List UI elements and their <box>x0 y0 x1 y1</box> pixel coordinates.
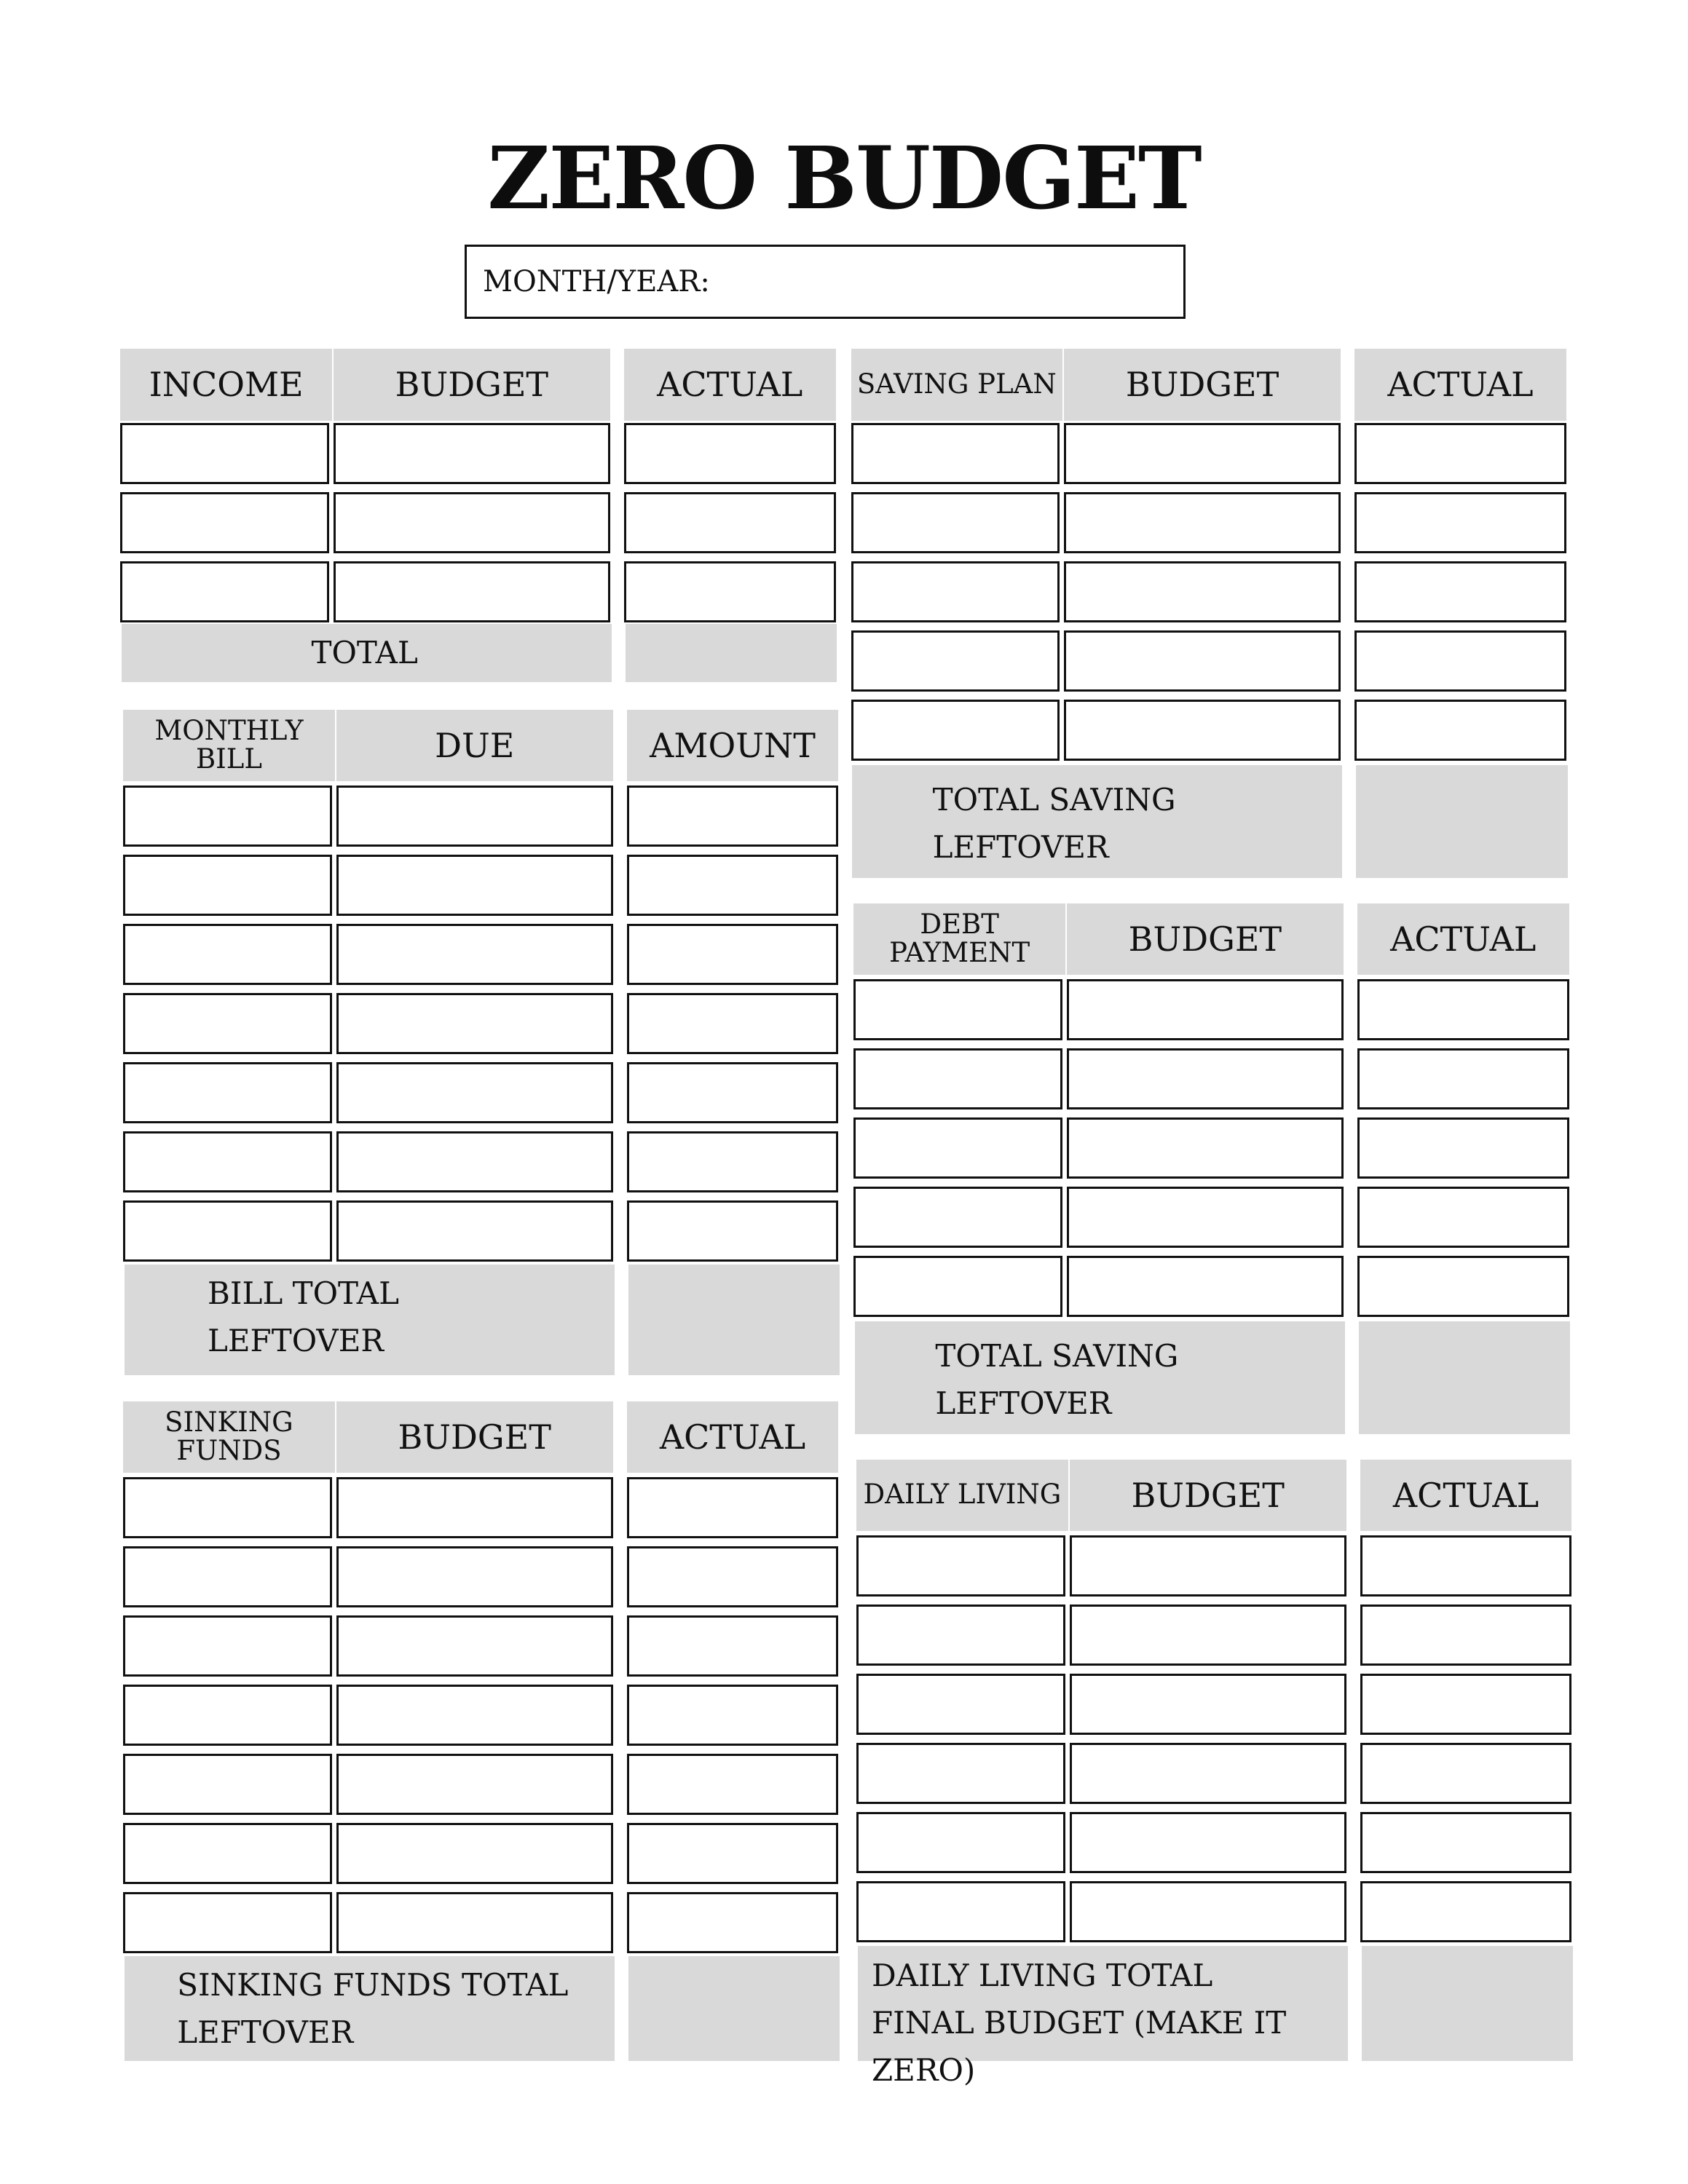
daily-row-1-col-1-field[interactable] <box>856 1535 1065 1597</box>
income-row-1-col-1-field[interactable] <box>120 423 329 484</box>
saving-row-5-col-1-field[interactable] <box>851 700 1060 761</box>
saving-row-3-col-2-field[interactable] <box>1064 561 1341 622</box>
saving-row-1-col-2-field[interactable] <box>1064 423 1341 484</box>
daily-row-3-col-1-field[interactable] <box>856 1674 1065 1735</box>
sinking-row-7-col-3-field[interactable] <box>627 1892 839 1953</box>
bill-row-2-col-3-field[interactable] <box>627 855 839 916</box>
debt-row-5-col-1-field[interactable] <box>853 1256 1062 1317</box>
sinking-funds-total-label <box>125 1956 615 2061</box>
sinking-row-4-col-3-field[interactable] <box>627 1685 839 1746</box>
debt-row-1-col-3-field[interactable] <box>1357 979 1569 1040</box>
income-total-text: TOTAL <box>311 635 418 671</box>
bill-row-1-col-1-field[interactable] <box>123 786 332 847</box>
sinking-row-1-col-2-field[interactable] <box>336 1477 613 1538</box>
bill-row-7-col-2-field[interactable] <box>336 1200 613 1262</box>
sinking-row-7-col-1-field[interactable] <box>123 1892 332 1953</box>
debt-row-1-col-2-field[interactable] <box>1067 979 1344 1040</box>
saving-row-4-col-3-field[interactable] <box>1354 630 1566 692</box>
sinking-funds-budget-header: BUDGET <box>336 1401 613 1473</box>
debt-row-2-col-1-field[interactable] <box>853 1048 1062 1109</box>
sinking-row-5-col-2-field[interactable] <box>336 1754 613 1815</box>
monthly-bill-due-header: DUE <box>336 710 613 782</box>
sinking-row-6-col-1-field[interactable] <box>123 1823 332 1884</box>
daily-row-2-col-1-field[interactable] <box>856 1605 1065 1666</box>
saving-row-4-col-2-field[interactable] <box>1064 630 1341 692</box>
saving-total-value[interactable] <box>1356 765 1568 879</box>
saving-row-2-col-2-field[interactable] <box>1064 492 1341 553</box>
bill-row-5-col-2-field[interactable] <box>336 1062 613 1123</box>
bill-row-1-col-2-field[interactable] <box>336 786 613 847</box>
income-actual-header: ACTUAL <box>624 349 836 421</box>
income-row-3-col-2-field[interactable] <box>334 561 610 622</box>
daily-row-6-col-3-field[interactable] <box>1360 1881 1572 1942</box>
debt-leftover-text: LEFTOVER <box>935 1385 1112 1421</box>
daily-living-header: DAILY LIVING <box>856 1460 1068 1532</box>
daily-row-5-col-3-field[interactable] <box>1360 1812 1572 1873</box>
saving-row-3-col-3-field[interactable] <box>1354 561 1566 622</box>
income-row-3-col-1-field[interactable] <box>120 561 329 622</box>
debt-total-label <box>855 1321 1345 1435</box>
daily-row-3-col-3-field[interactable] <box>1360 1674 1572 1735</box>
bill-row-4-col-2-field[interactable] <box>336 993 613 1054</box>
debt-payment-header: DEBT PAYMENT <box>853 903 1065 976</box>
debt-row-3-col-1-field[interactable] <box>853 1117 1062 1179</box>
saving-leftover-text: LEFTOVER <box>932 828 1109 865</box>
bill-row-5-col-1-field[interactable] <box>123 1062 332 1123</box>
bill-row-3-col-1-field[interactable] <box>123 924 332 985</box>
income-row-1-col-3-field[interactable] <box>624 423 836 484</box>
bill-row-4-col-1-field[interactable] <box>123 993 332 1054</box>
daily-living-total-label <box>858 1946 1348 2089</box>
sinking-row-7-col-2-field[interactable] <box>336 1892 613 1953</box>
debt-row-5-col-2-field[interactable] <box>1067 1256 1344 1317</box>
income-row-2-col-3-field[interactable] <box>624 492 836 553</box>
bill-row-4-col-3-field[interactable] <box>627 993 839 1054</box>
bill-row-7-col-1-field[interactable] <box>123 1200 332 1262</box>
saving-row-4-col-1-field[interactable] <box>851 630 1060 692</box>
daily-row-1-col-2-field[interactable] <box>1070 1535 1346 1597</box>
sinking-funds-header: SINKING FUNDS <box>123 1401 335 1473</box>
daily-living-total-value[interactable] <box>1362 1946 1574 2061</box>
sinking-row-6-col-3-field[interactable] <box>627 1823 839 1884</box>
page-title: ZERO BUDGET <box>487 127 1201 229</box>
saving-plan-actual-header: ACTUAL <box>1354 349 1566 421</box>
sinking-row-1-col-1-field[interactable] <box>123 1477 332 1538</box>
daily-row-6-col-1-field[interactable] <box>856 1881 1065 1942</box>
debt-payment-actual-header: ACTUAL <box>1357 903 1569 976</box>
daily-row-4-col-2-field[interactable] <box>1070 1743 1346 1804</box>
daily-row-1-col-3-field[interactable] <box>1360 1535 1572 1597</box>
debt-payment-budget-header: BUDGET <box>1067 903 1344 976</box>
sinking-row-4-col-1-field[interactable] <box>123 1685 332 1746</box>
sinking-row-3-col-3-field[interactable] <box>627 1615 839 1677</box>
sinking-row-2-col-3-field[interactable] <box>627 1546 839 1607</box>
bill-row-2-col-2-field[interactable] <box>336 855 613 916</box>
sinking-row-6-col-2-field[interactable] <box>336 1823 613 1884</box>
income-row-2-col-2-field[interactable] <box>334 492 610 553</box>
monthly-bill-amount-header: AMOUNT <box>627 710 839 782</box>
debt-row-1-col-1-field[interactable] <box>853 979 1062 1040</box>
sinking-funds-total-text: SINKING FUNDS TOTAL <box>177 1967 569 2003</box>
bill-row-7-col-3-field[interactable] <box>627 1200 839 1262</box>
saving-row-5-col-3-field[interactable] <box>1354 700 1566 761</box>
daily-row-6-col-2-field[interactable] <box>1070 1881 1346 1942</box>
daily-row-4-col-3-field[interactable] <box>1360 1743 1572 1804</box>
bill-row-5-col-3-field[interactable] <box>627 1062 839 1123</box>
saving-plan-budget-header: BUDGET <box>1064 349 1341 421</box>
saving-row-3-col-1-field[interactable] <box>851 561 1060 622</box>
debt-total-text: TOTAL SAVING <box>935 1337 1179 1374</box>
sinking-row-2-col-1-field[interactable] <box>123 1546 332 1607</box>
bill-total-label <box>125 1265 615 1375</box>
debt-total-value[interactable] <box>1359 1321 1571 1435</box>
daily-row-2-col-3-field[interactable] <box>1360 1605 1572 1666</box>
bill-row-6-col-1-field[interactable] <box>123 1131 332 1192</box>
income-row-1-col-2-field[interactable] <box>334 423 610 484</box>
debt-row-4-col-1-field[interactable] <box>853 1187 1062 1248</box>
income-total-value[interactable] <box>626 624 837 682</box>
daily-living-budget-header: BUDGET <box>1070 1460 1346 1532</box>
saving-total-label <box>852 765 1342 879</box>
daily-living-total-text: DAILY LIVING TOTAL <box>872 1957 1213 1993</box>
debt-row-4-col-2-field[interactable] <box>1067 1187 1344 1248</box>
daily-row-4-col-1-field[interactable] <box>856 1743 1065 1804</box>
debt-row-3-col-2-field[interactable] <box>1067 1117 1344 1179</box>
debt-row-5-col-3-field[interactable] <box>1357 1256 1569 1317</box>
saving-row-5-col-2-field[interactable] <box>1064 700 1341 761</box>
bill-total-value[interactable] <box>628 1265 840 1375</box>
saving-row-1-col-3-field[interactable] <box>1354 423 1566 484</box>
sinking-funds-actual-header: ACTUAL <box>627 1401 839 1473</box>
saving-row-1-col-1-field[interactable] <box>851 423 1060 484</box>
income-header: INCOME <box>120 349 332 421</box>
sinking-row-3-col-2-field[interactable] <box>336 1615 613 1677</box>
daily-row-2-col-2-field[interactable] <box>1070 1605 1346 1666</box>
sinking-row-1-col-3-field[interactable] <box>627 1477 839 1538</box>
daily-row-5-col-2-field[interactable] <box>1070 1812 1346 1873</box>
sinking-row-2-col-2-field[interactable] <box>336 1546 613 1607</box>
income-row-3-col-3-field[interactable] <box>624 561 836 622</box>
sinking-row-5-col-1-field[interactable] <box>123 1754 332 1815</box>
sinking-funds-total-value[interactable] <box>628 1956 840 2061</box>
sinking-funds-leftover-text: LEFTOVER <box>177 2014 354 2051</box>
bill-row-3-col-2-field[interactable] <box>336 924 613 985</box>
bill-row-1-col-3-field[interactable] <box>627 786 839 847</box>
sinking-row-3-col-1-field[interactable] <box>123 1615 332 1677</box>
income-row-2-col-1-field[interactable] <box>120 492 329 553</box>
sinking-row-5-col-3-field[interactable] <box>627 1754 839 1815</box>
income-budget-header: BUDGET <box>334 349 610 421</box>
sinking-row-4-col-2-field[interactable] <box>336 1685 613 1746</box>
bill-row-2-col-1-field[interactable] <box>123 855 332 916</box>
month-year-label: MONTH/YEAR: <box>483 265 710 298</box>
saving-total-text: TOTAL SAVING <box>932 781 1176 818</box>
saving-plan-header: SAVING PLAN <box>851 349 1063 421</box>
bill-row-6-col-3-field[interactable] <box>627 1131 839 1192</box>
saving-row-2-col-1-field[interactable] <box>851 492 1060 553</box>
daily-row-3-col-2-field[interactable] <box>1070 1674 1346 1735</box>
income-total-label <box>122 624 612 682</box>
saving-row-2-col-3-field[interactable] <box>1354 492 1566 553</box>
debt-row-2-col-2-field[interactable] <box>1067 1048 1344 1109</box>
daily-row-5-col-1-field[interactable] <box>856 1812 1065 1873</box>
monthly-bill-header: MONTHLY BILL <box>123 710 335 782</box>
bill-leftover-text: LEFTOVER <box>208 1323 384 1359</box>
bill-row-3-col-3-field[interactable] <box>627 924 839 985</box>
debt-row-4-col-3-field[interactable] <box>1357 1187 1569 1248</box>
debt-row-2-col-3-field[interactable] <box>1357 1048 1569 1109</box>
bill-row-6-col-2-field[interactable] <box>336 1131 613 1192</box>
final-budget-text: FINAL BUDGET (MAKE IT ZERO) <box>872 2004 1287 2089</box>
daily-living-actual-header: ACTUAL <box>1360 1460 1572 1532</box>
debt-row-3-col-3-field[interactable] <box>1357 1117 1569 1179</box>
month-year-field[interactable] <box>465 245 1186 319</box>
bill-total-text: BILL TOTAL <box>208 1275 399 1312</box>
